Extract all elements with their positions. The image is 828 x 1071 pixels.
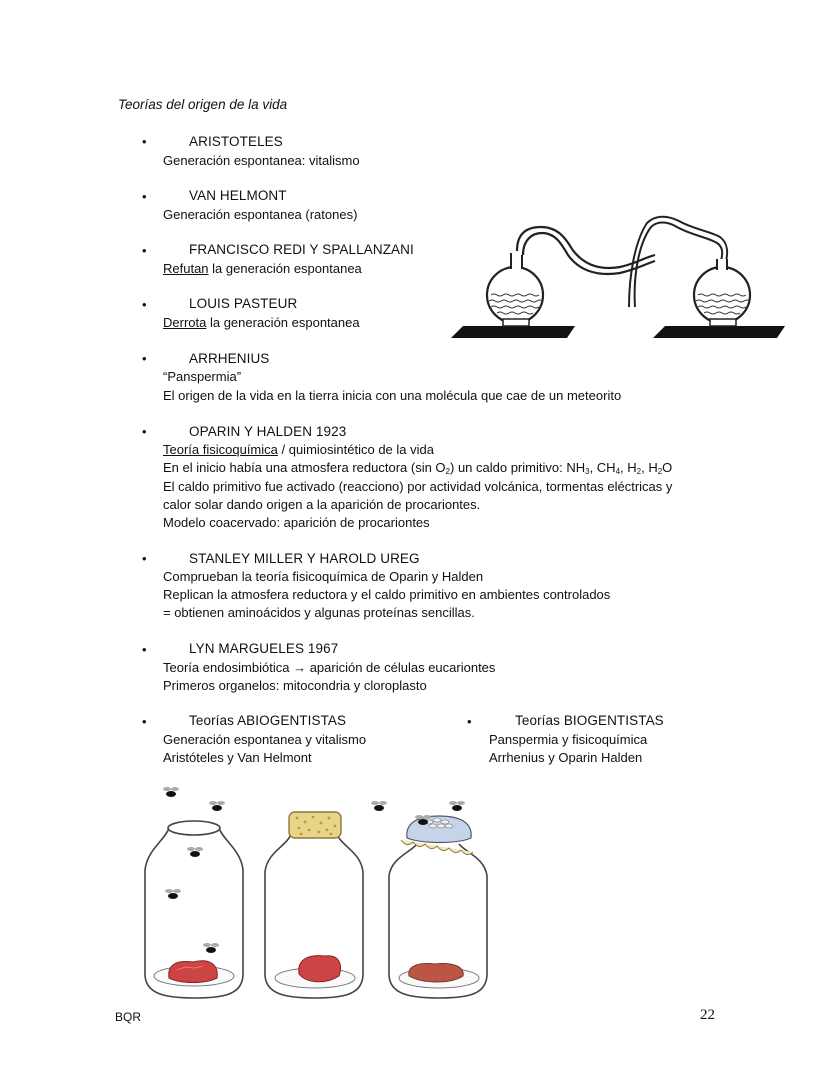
- bullet: •: [142, 297, 147, 312]
- section-heading-aristoteles: ARISTOTELES: [189, 134, 283, 149]
- bullet: •: [142, 642, 147, 657]
- section-heading-miller: STANLEY MILLER Y HAROLD UREG: [189, 551, 420, 566]
- section-heading-biogentistas: Teorías BIOGENTISTAS: [515, 713, 664, 728]
- underlined-word: Derrota: [163, 315, 207, 330]
- subscript: 2: [445, 467, 450, 476]
- section-text: “Panspermia”: [163, 369, 242, 384]
- subscript: 2: [657, 467, 663, 476]
- section-heading-abiogentistas: Teorías ABIOGENTISTAS: [189, 713, 347, 728]
- open-jar: [145, 821, 243, 998]
- text-part: aparición de células eucariontes: [306, 660, 496, 675]
- section-text: Generación espontanea: vitalismo: [163, 153, 360, 168]
- bullet: •: [142, 243, 147, 258]
- underlined-word: Refutan: [163, 261, 209, 276]
- bullet: •: [142, 551, 147, 566]
- section-text: [163, 442, 434, 457]
- section-heading-oparin: OPARIN Y HALDEN 1923: [189, 424, 347, 439]
- page-title: Teorías del origen de la vida: [118, 97, 288, 112]
- footer-author: BQR: [115, 1010, 142, 1024]
- underlined-word: Teoría fisicoquímica: [163, 442, 278, 457]
- text-part: , H: [620, 460, 637, 475]
- section-text: Generación espontanea (ratones): [163, 207, 358, 222]
- text-part: , CH: [589, 460, 616, 475]
- bullet: •: [142, 351, 147, 366]
- section-text: El origen de la vida en la tierra inicia con una molécula que cae de un meteorito: [163, 388, 622, 403]
- page-number: 22: [700, 1007, 715, 1023]
- section-heading-van-helmont: VAN HELMONT: [189, 188, 287, 203]
- section-text: [163, 315, 360, 330]
- section-heading-arrhenius: ARRHENIUS: [189, 351, 270, 366]
- text-rest: / quimiosintético de la vida: [277, 442, 434, 457]
- section-text: Primeros organelos: mitocondria y cloroplasto: [163, 678, 427, 693]
- text-part: En el inicio había una atmosfera reductora (sin O: [163, 460, 446, 475]
- text-part: Teoría endosimbiótica: [163, 660, 294, 675]
- bullet: •: [467, 714, 472, 729]
- section-text: Panspermia y fisicoquímica: [489, 732, 648, 747]
- section-heading-redi: FRANCISCO REDI Y SPALLANZANI: [189, 242, 414, 257]
- section-text: Comprueban la teoría fisicoquímica de Oparin y Halden: [163, 569, 484, 584]
- subscript: 2: [636, 467, 642, 476]
- section-text: El caldo primitivo fue activado (reacciono) por actividad volcánica, tormentas eléctricas y: [163, 479, 673, 494]
- section-text: = obtienen aminoácidos y algunas proteínas sencillas.: [163, 605, 475, 620]
- text-part: , H: [641, 460, 658, 475]
- bullet: •: [142, 189, 147, 204]
- section-heading-pasteur: LOUIS PASTEUR: [189, 296, 298, 311]
- section-text: Aristóteles y Van Helmont: [163, 750, 312, 765]
- gauze-covered-jar: [389, 816, 487, 998]
- bullet: •: [142, 714, 147, 729]
- text-part: O: [662, 460, 673, 475]
- section-text: [163, 660, 495, 675]
- subscript: 4: [615, 467, 621, 476]
- text-rest: la generación espontanea: [206, 315, 360, 330]
- text-rest: la generación espontanea: [208, 261, 362, 276]
- section-text: Replican la atmosfera reductora y el caldo primitivo en ambientes controlados: [163, 587, 611, 602]
- subscript: 3: [585, 467, 590, 476]
- redi-jars-illustration: [135, 778, 495, 1006]
- text-part: ) un caldo primitivo: NH: [450, 460, 586, 475]
- section-text: Generación espontanea y vitalismo: [163, 732, 367, 747]
- section-text: Modelo coacervado: aparición de procariontes: [163, 515, 430, 530]
- bullet: •: [142, 424, 147, 439]
- section-text: [163, 261, 362, 276]
- bullet: •: [142, 134, 147, 149]
- section-text: Arrhenius y Oparin Halden: [489, 750, 643, 765]
- pasteur-flasks-illustration: [445, 215, 790, 345]
- arrow-icon: →: [293, 660, 307, 675]
- section-text: [163, 460, 672, 476]
- corked-jar: [265, 812, 363, 998]
- section-heading-margules: LYN MARGUELES 1967: [189, 641, 339, 656]
- section-text: calor solar dando origen a la aparición de procariontes.: [163, 497, 481, 512]
